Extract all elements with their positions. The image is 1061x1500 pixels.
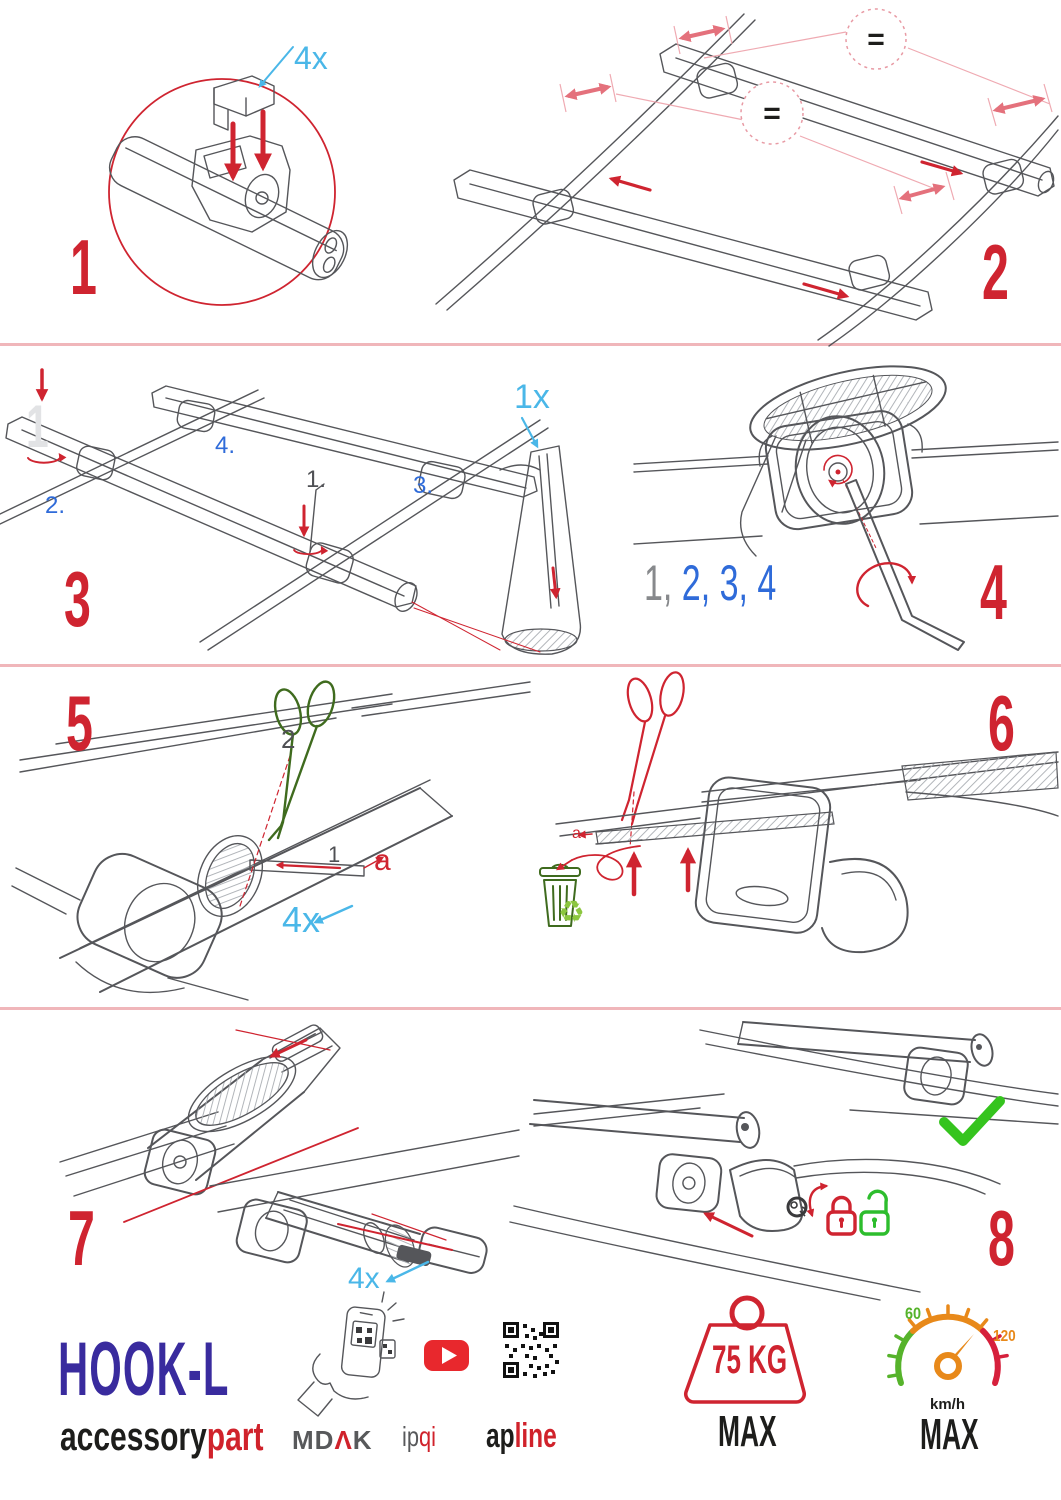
speed-unit-label: km/h [930, 1396, 966, 1413]
step1-quantity-label: 4x [294, 40, 328, 76]
speed-tick-high: 120 [993, 1328, 1016, 1345]
lock-closed-icon [828, 1198, 855, 1235]
mdak-prefix: MD [292, 1425, 335, 1455]
step3-ghost-marker: 1 [26, 393, 49, 460]
scan-qr-phone-icon [298, 1292, 404, 1416]
step4-sequence-done: 1, [644, 555, 673, 611]
step8-drawing-lock-cover [510, 1022, 1058, 1300]
weight-limit-value: 75 KG [712, 1338, 788, 1382]
step3-marker-1: 1. [306, 466, 327, 493]
logo-mdak [292, 1427, 373, 1453]
step2-equal-sign-bottom: = [763, 97, 781, 130]
logo-ipqi [402, 1423, 436, 1451]
logo-apline [486, 1419, 557, 1453]
product-name: HOOK-L [58, 1327, 230, 1412]
weight-max-label: MAX [718, 1407, 777, 1456]
step4-sequence-pending: 2, 3, 4 [672, 555, 777, 611]
step3-number: 3 [64, 555, 91, 643]
brand-logo [60, 1417, 263, 1457]
brand-prefix: accessory [60, 1415, 207, 1459]
step5-cut-marker: 2 [281, 724, 296, 754]
step1-drawing-magnifier-clip-install [103, 47, 355, 305]
step4-number: 4 [980, 548, 1007, 636]
speed-tick-low: 60 [905, 1304, 922, 1323]
step3-quantity-label: 1x [514, 378, 550, 416]
step2-drawing-equal-spacing [436, 9, 1058, 346]
ipqi-prefix: ip [402, 1421, 420, 1452]
step7-quantity-label: 4x [348, 1262, 380, 1295]
apline-accent: line [514, 1417, 557, 1455]
recycle-icon: ♻ [558, 896, 585, 929]
speed-max-label: MAX [920, 1410, 979, 1459]
brand-suffix: part [206, 1415, 264, 1459]
mdak-suffix: K [352, 1425, 373, 1455]
apline-prefix: ap [486, 1417, 515, 1455]
step7-number: 7 [68, 1194, 95, 1282]
qr-code [505, 1324, 560, 1379]
step1-number: 1 [70, 223, 97, 311]
step7-drawing-end-caps [60, 1023, 519, 1281]
step2-number: 2 [982, 228, 1009, 316]
step3-marker-3: 3. [413, 472, 434, 499]
mdak-accent: Λ [334, 1425, 353, 1455]
step5-strip-marker: 1 [328, 842, 341, 867]
step6-part-label: a [572, 825, 581, 842]
step2-equal-sign-top: = [867, 23, 885, 56]
step5-quantity-label: 4x [282, 899, 321, 940]
step6-drawing-cut-discard [540, 670, 1058, 952]
step5-number: 5 [66, 679, 93, 767]
step3-marker-4: 4. [215, 432, 236, 459]
ipqi-accent: qi [419, 1421, 437, 1452]
step5-part-label: a [374, 844, 391, 877]
step3-marker-2: 2. [45, 492, 66, 519]
step4-sequence [644, 555, 777, 611]
step6-number: 6 [988, 679, 1015, 767]
youtube-icon [424, 1340, 469, 1371]
step8-number: 8 [988, 1194, 1015, 1282]
